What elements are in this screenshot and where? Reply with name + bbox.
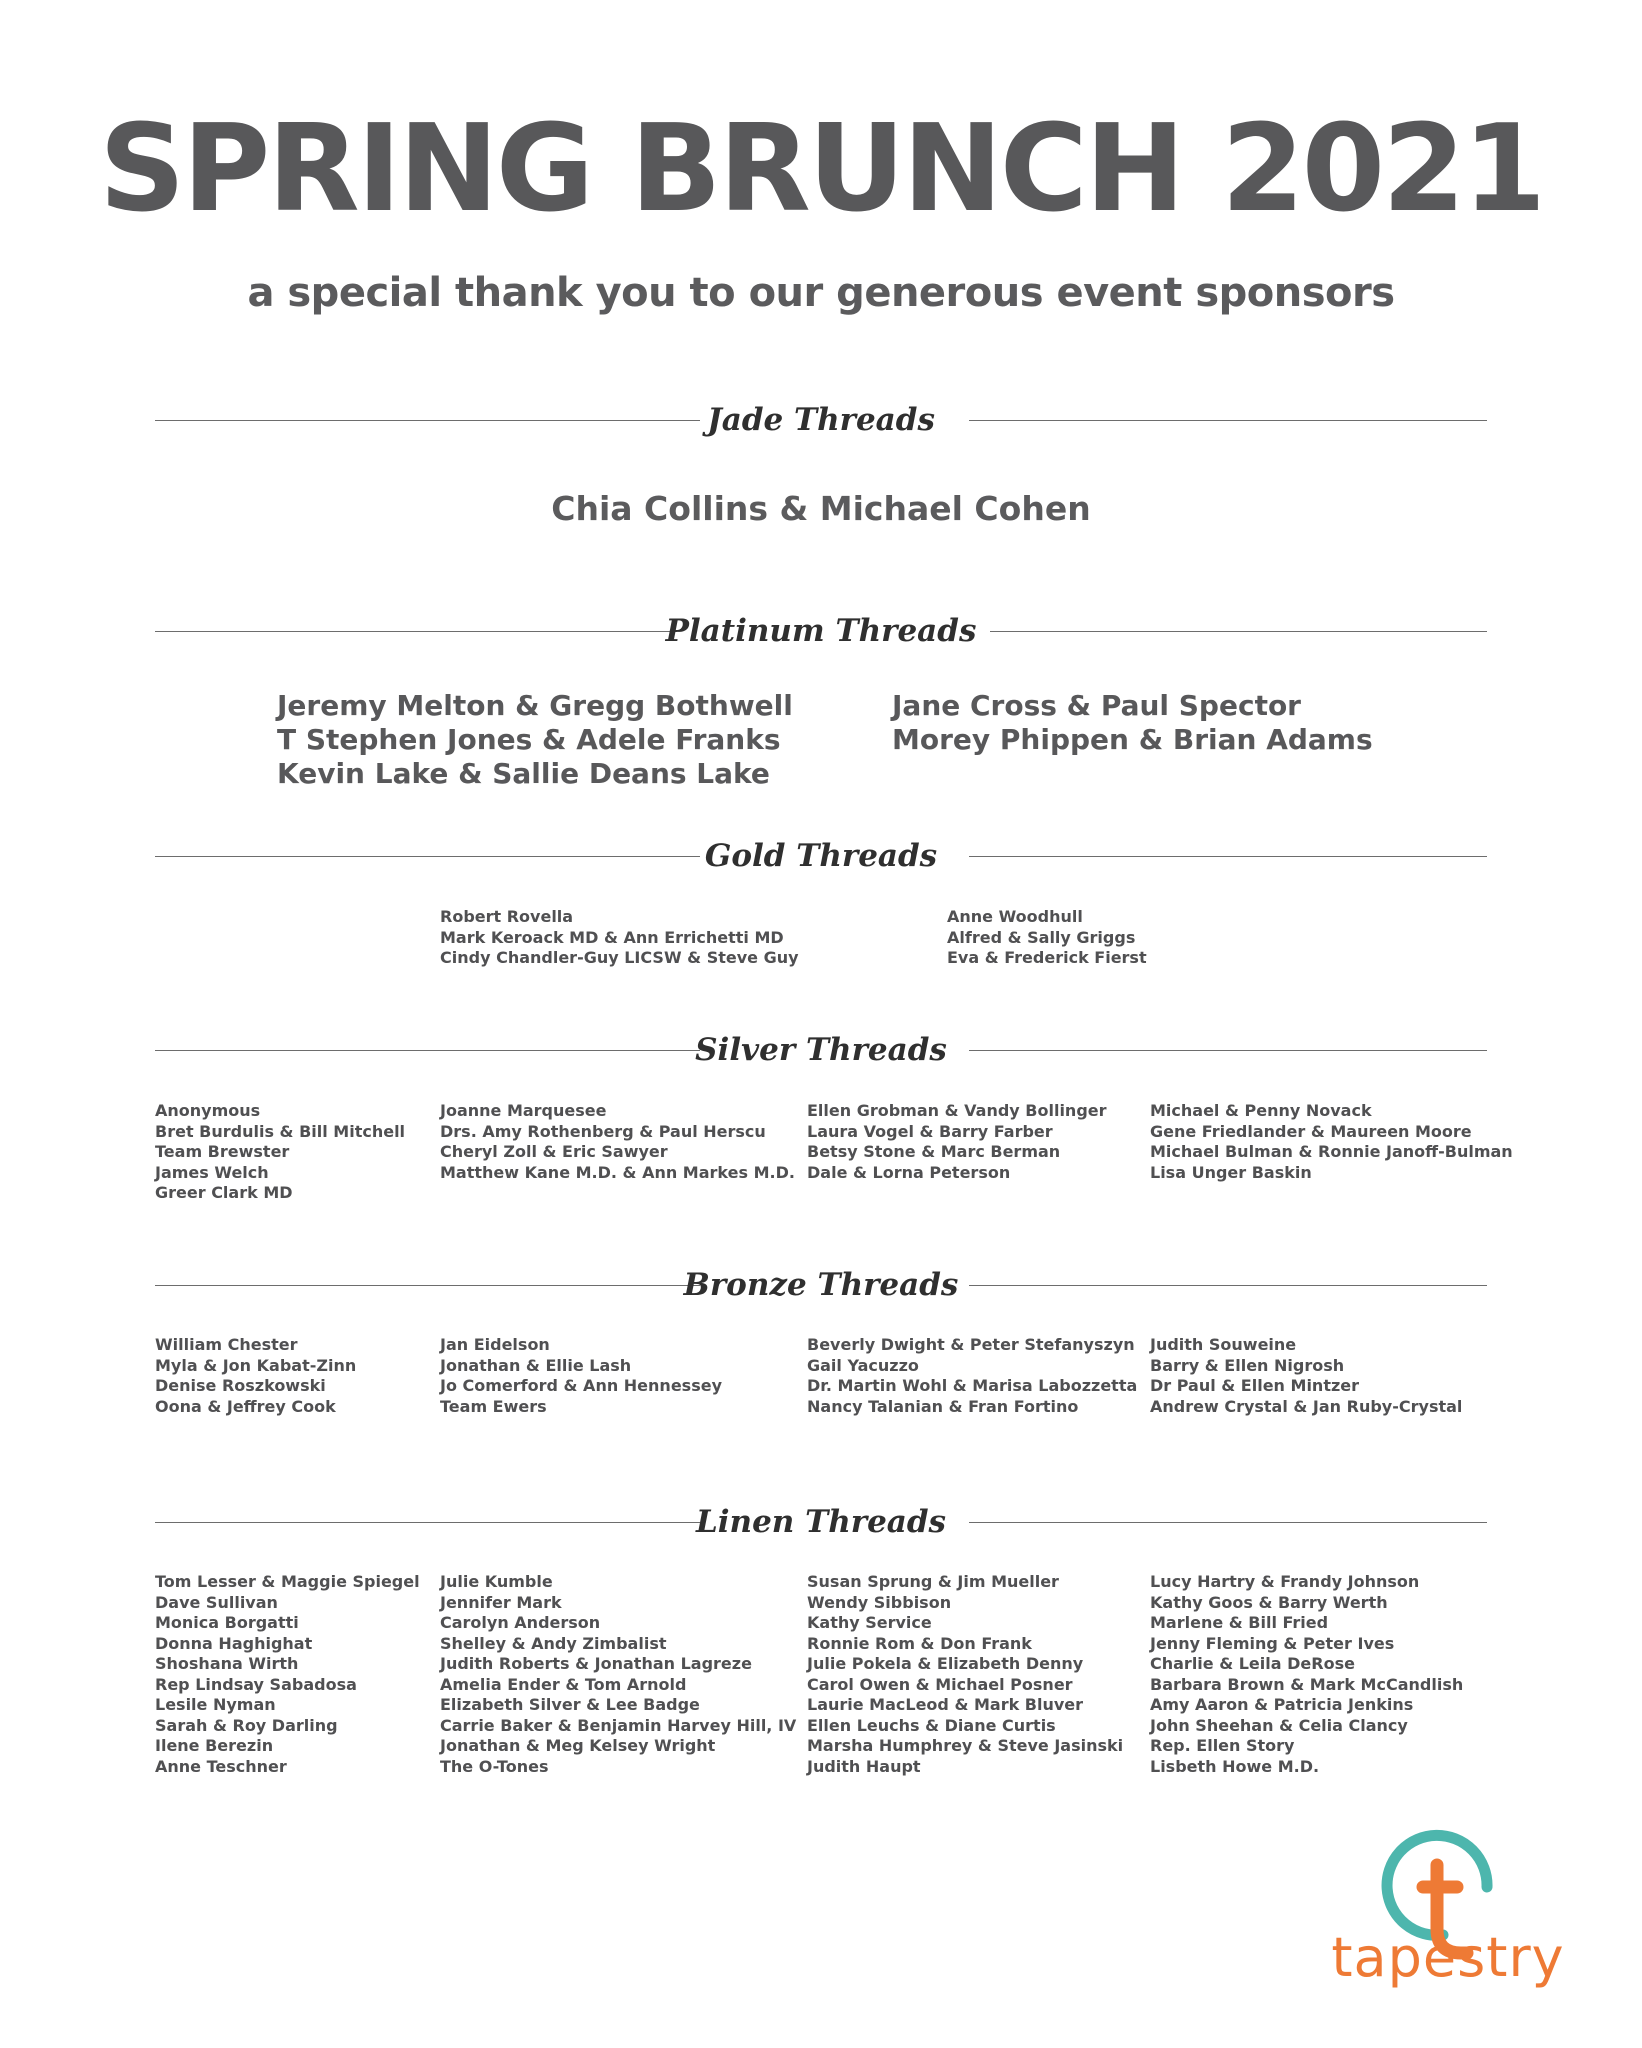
sponsor-name: Rep Lindsay Sabadosa bbox=[155, 1674, 357, 1694]
tier-heading-silver bbox=[155, 1025, 1487, 1075]
sponsor-name: Chia Collins & Michael Cohen bbox=[551, 489, 1091, 528]
page-subtitle: a special thank you to our generous event sponsors bbox=[247, 270, 1395, 316]
sponsor-name: John Sheehan & Celia Clancy bbox=[1150, 1715, 1408, 1735]
sponsor-name: Anne Woodhull bbox=[947, 907, 1083, 926]
sponsor-column bbox=[277, 689, 793, 791]
sponsor-name: Matthew Kane M.D. & Ann Markes M.D. bbox=[440, 1162, 795, 1182]
sponsor-name: Charlie & Leila DeRose bbox=[1150, 1654, 1355, 1673]
sponsor-column bbox=[807, 1572, 1123, 1777]
sponsor-name: Cheryl Zoll & Eric Sawyer bbox=[440, 1142, 668, 1161]
sponsor-column bbox=[440, 1335, 722, 1417]
sponsor-name: Cindy Chandler-Guy LICSW & Steve Guy bbox=[440, 948, 799, 967]
tier-title: Linen Threads bbox=[695, 1504, 947, 1540]
tier-title: Jade Threads bbox=[707, 402, 935, 438]
sponsor-name: Team Ewers bbox=[440, 1396, 547, 1416]
sponsor-column bbox=[155, 1335, 356, 1417]
sponsor-name: Judith Haupt bbox=[807, 1756, 921, 1776]
sponsor-name: Myla & Jon Kabat-Zinn bbox=[155, 1355, 357, 1375]
sponsor-name: Carol Owen & Michael Posner bbox=[807, 1674, 1073, 1694]
sponsor-name: Bret Burdulis & Bill Mitchell bbox=[155, 1121, 406, 1141]
sponsor-name: Betsy Stone & Marc Berman bbox=[807, 1142, 1061, 1161]
sponsor-name: Dr Paul & Ellen Mintzer bbox=[1150, 1376, 1360, 1395]
sponsor-column bbox=[1150, 1572, 1463, 1777]
tier-heading-linen bbox=[155, 1497, 1487, 1547]
sponsor-name: Lesile Nyman bbox=[155, 1695, 276, 1714]
sponsor-column bbox=[440, 1572, 796, 1777]
sponsor-column bbox=[1150, 1335, 1462, 1417]
sponsor-name: Dr. Martin Wohl & Marisa Labozzetta bbox=[807, 1376, 1138, 1395]
divider-line bbox=[969, 1050, 1487, 1051]
sponsor-name: Julie Kumble bbox=[440, 1572, 553, 1591]
sponsor-column bbox=[155, 1101, 405, 1204]
sponsor-name: Marlene & Bill Fried bbox=[1150, 1613, 1329, 1632]
tier-heading-platinum bbox=[155, 606, 1487, 656]
sponsor-name: Carrie Baker & Benjamin Harvey Hill, IV bbox=[440, 1715, 797, 1735]
sponsor-name: Tom Lesser & Maggie Spiegel bbox=[155, 1572, 420, 1591]
sponsor-name: Laurie MacLeod & Mark Bluver bbox=[807, 1695, 1084, 1714]
sponsor-name: Sarah & Roy Darling bbox=[155, 1715, 338, 1735]
sponsor-name: Lisbeth Howe M.D. bbox=[1150, 1756, 1320, 1776]
sponsor-name: Oona & Jeffrey Cook bbox=[155, 1396, 336, 1416]
sponsor-name: Gail Yacuzzo bbox=[807, 1355, 919, 1375]
sponsor-name: Amelia Ender & Tom Arnold bbox=[440, 1674, 687, 1694]
sponsor-name: Amy Aaron & Patricia Jenkins bbox=[1150, 1695, 1414, 1714]
sponsor-name: T Stephen Jones & Adele Franks bbox=[277, 723, 781, 756]
sponsor-name: Mark Keroack MD & Ann Errichetti MD bbox=[440, 927, 784, 947]
sponsor-name: Donna Haghighat bbox=[155, 1633, 313, 1653]
sponsor-name: Drs. Amy Rothenberg & Paul Herscu bbox=[440, 1121, 766, 1141]
sponsor-column bbox=[807, 1101, 1107, 1183]
tier-title: Bronze Threads bbox=[683, 1267, 959, 1303]
divider-line bbox=[969, 1285, 1487, 1286]
sponsor-name: Judith Souweine bbox=[1150, 1335, 1297, 1354]
sponsor-name: Kathy Goos & Barry Werth bbox=[1150, 1592, 1388, 1612]
sponsor-column bbox=[807, 1335, 1137, 1417]
sponsor-name: Marsha Humphrey & Steve Jasinski bbox=[807, 1736, 1124, 1755]
sponsor-name: Elizabeth Silver & Lee Badge bbox=[440, 1695, 700, 1714]
sponsor-column bbox=[892, 689, 1373, 757]
sponsor-name: Rep. Ellen Story bbox=[1150, 1736, 1295, 1755]
divider-line bbox=[969, 1522, 1487, 1523]
sponsor-name: Lucy Hartry & Frandy Johnson bbox=[1150, 1572, 1420, 1591]
sponsor-name: Shoshana Wirth bbox=[155, 1654, 299, 1673]
sponsor-name: Eva & Frederick Fierst bbox=[947, 948, 1147, 967]
sponsor-name: Alfred & Sally Griggs bbox=[947, 927, 1136, 947]
logo-wordmark: tapestry bbox=[1331, 1926, 1565, 1989]
page-title: SPRING BRUNCH 2021 bbox=[98, 100, 1544, 239]
tier-title: Silver Threads bbox=[695, 1032, 947, 1068]
sponsor-name: Jeremy Melton & Gregg Bothwell bbox=[277, 689, 793, 722]
sponsor-column bbox=[1150, 1101, 1513, 1183]
sponsor-name: Barry & Ellen Nigrosh bbox=[1150, 1355, 1345, 1375]
sponsor-name: Gene Friedlander & Maureen Moore bbox=[1150, 1121, 1472, 1141]
sponsor-name: Jo Comerford & Ann Hennessey bbox=[440, 1376, 722, 1395]
sponsor-name: Jonathan & Meg Kelsey Wright bbox=[440, 1736, 716, 1755]
sponsor-name: Monica Borgatti bbox=[155, 1613, 299, 1632]
sponsor-name: Lisa Unger Baskin bbox=[1150, 1162, 1312, 1182]
sponsor-name: Kevin Lake & Sallie Deans Lake bbox=[277, 757, 770, 790]
sponsor-name: Anonymous bbox=[155, 1101, 261, 1120]
sponsor-name: Nancy Talanian & Fran Fortino bbox=[807, 1396, 1079, 1416]
divider-line bbox=[969, 420, 1487, 421]
tier-title: Gold Threads bbox=[704, 838, 938, 874]
sponsor-name: Dale & Lorna Peterson bbox=[807, 1162, 1011, 1182]
sponsor-name: Kathy Service bbox=[807, 1613, 932, 1632]
sponsor-name: Laura Vogel & Barry Farber bbox=[807, 1121, 1053, 1141]
sponsor-name: Ronnie Rom & Don Frank bbox=[807, 1633, 1032, 1653]
sponsor-column bbox=[440, 907, 799, 969]
sponsor-name: Dave Sullivan bbox=[155, 1592, 278, 1612]
tier-title: Platinum Threads bbox=[665, 613, 977, 649]
sponsor-name: Jonathan & Ellie Lash bbox=[440, 1355, 632, 1375]
sponsor-name: Jennifer Mark bbox=[440, 1592, 562, 1612]
sponsor-name: Greer Clark MD bbox=[155, 1183, 293, 1202]
sponsor-name: Julie Pokela & Elizabeth Denny bbox=[807, 1654, 1084, 1673]
sponsor-name: Jan Eidelson bbox=[440, 1335, 550, 1354]
divider-line bbox=[990, 631, 1487, 632]
sponsor-name: Team Brewster bbox=[155, 1142, 290, 1161]
sponsor-name: Ellen Leuchs & Diane Curtis bbox=[807, 1715, 1056, 1735]
sponsor-name: Jenny Fleming & Peter Ives bbox=[1150, 1633, 1395, 1653]
sponsor-name: Wendy Sibbison bbox=[807, 1592, 952, 1612]
divider-line bbox=[969, 856, 1487, 857]
sponsor-name: Susan Sprung & Jim Mueller bbox=[807, 1572, 1059, 1591]
sponsor-name: Joanne Marquesee bbox=[440, 1101, 607, 1120]
sponsor-name: Judith Roberts & Jonathan Lagreze bbox=[440, 1654, 752, 1673]
sponsor-name: Ilene Berezin bbox=[155, 1736, 274, 1755]
tier-heading-jade bbox=[155, 395, 1487, 445]
sponsor-name: Michael Bulman & Ronnie Janoff-Bulman bbox=[1150, 1142, 1513, 1161]
tier-heading-bronze bbox=[155, 1260, 1487, 1310]
sponsor-name: The O-Tones bbox=[440, 1756, 549, 1776]
tier-heading-gold bbox=[155, 831, 1487, 881]
sponsor-name: Anne Teschner bbox=[155, 1756, 287, 1776]
sponsor-name: Barbara Brown & Mark McCandlish bbox=[1150, 1674, 1464, 1694]
sponsor-name: Carolyn Anderson bbox=[440, 1613, 601, 1632]
sponsor-name: Denise Roszkowski bbox=[155, 1376, 326, 1395]
sponsor-name: Robert Rovella bbox=[440, 907, 574, 926]
sponsor-name: Jane Cross & Paul Spector bbox=[892, 689, 1301, 722]
sponsor-name: Ellen Grobman & Vandy Bollinger bbox=[807, 1101, 1107, 1120]
sponsor-name: Shelley & Andy Zimbalist bbox=[440, 1633, 667, 1653]
sponsor-name: James Welch bbox=[155, 1162, 269, 1182]
sponsor-name: Beverly Dwight & Peter Stefanyszyn bbox=[807, 1335, 1135, 1354]
sponsor-name: William Chester bbox=[155, 1335, 298, 1354]
sponsor-column bbox=[947, 907, 1147, 969]
sponsor-column bbox=[440, 1101, 795, 1183]
sponsor-column bbox=[155, 1572, 420, 1777]
sponsor-name: Andrew Crystal & Jan Ruby-Crystal bbox=[1150, 1396, 1463, 1416]
sponsor-name: Morey Phippen & Brian Adams bbox=[892, 723, 1373, 756]
sponsor-name: Michael & Penny Novack bbox=[1150, 1101, 1372, 1120]
